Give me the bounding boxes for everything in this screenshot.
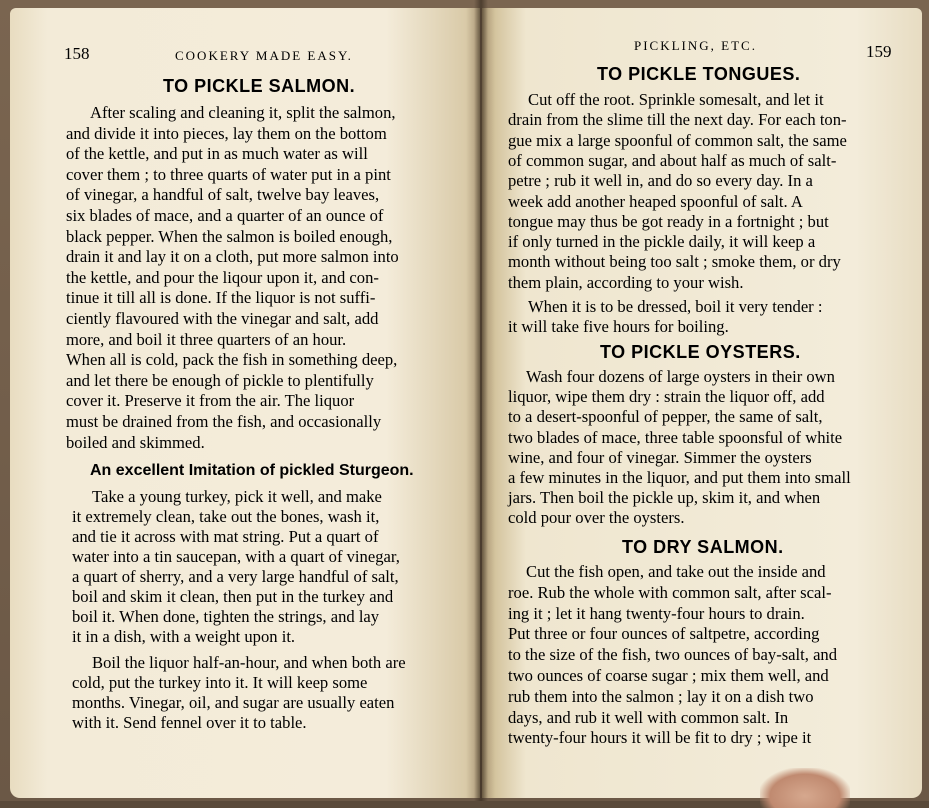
running-head-right: PICKLING, ETC. [634, 38, 757, 53]
reader-fingertip [760, 768, 850, 808]
section-heading: TO PICKLE SALMON. [163, 76, 356, 96]
text-line: months. Vinegar, oil, and sugar are usually eaten [72, 693, 395, 712]
text-line: the kettle, and pour the liqour upon it, and con- [66, 267, 379, 287]
text-line: days, and rub it well with common salt. In [508, 707, 789, 727]
text-line: petre ; rub it well in, and do so every day. In a [508, 171, 813, 191]
text-line: When it is to be dressed, boil it very tender : [528, 297, 823, 316]
book-gutter [474, 0, 488, 801]
running-head-left: COOKERY MADE EASY. [175, 48, 353, 63]
text-line: it in a dish, with a weight upon it. [72, 627, 296, 646]
text-line: wine, and four of vinegar. Simmer the oysters [508, 447, 812, 467]
text-line: with it. Send fennel over it to table. [72, 713, 307, 732]
text-line: it will take five hours for boiling. [508, 317, 729, 337]
text-line: Wash four dozens of large oysters in their own [526, 367, 835, 386]
text-line: rub them into the salmon ; lay it on a dish two [508, 686, 814, 706]
text-line: ing it ; let it hang twenty-four hours to drain. [508, 603, 805, 623]
text-line: boil it. When done, tighten the strings, and lay [72, 607, 380, 626]
text-line: jars. Then boil the pickle up, skim it, and when [508, 488, 821, 508]
text-line: tongue may thus be got ready in a fortnight ; but [508, 211, 829, 231]
text-line: and let there be enough of pickle to plentifully [66, 370, 374, 390]
text-line: of the kettle, and put in as much water as will [66, 144, 368, 164]
section-heading: TO PICKLE OYSTERS. [600, 342, 801, 362]
text-line: drain it and lay it on a cloth, put more salmon into [66, 247, 399, 267]
section-heading: An excellent Imitation of pickled Sturgeon. [90, 462, 414, 479]
text-line: Take a young turkey, pick it well, and make [92, 487, 382, 506]
text-line: cold pour over the oysters. [508, 508, 685, 528]
text-line: and divide it into pieces, lay them on the bottom [66, 123, 387, 143]
section-heading: TO PICKLE TONGUES. [597, 64, 801, 84]
text-line: them plain, according to your wish. [508, 272, 744, 292]
text-line: After scaling and cleaning it, split the salmon, [90, 103, 396, 122]
text-line: ciently flavoured with the vinegar and salt, add [66, 309, 379, 328]
text-line: cold, put the turkey into it. It will keep some [72, 673, 368, 692]
text-line: boiled and skimmed. [66, 432, 205, 452]
text-line: tinue it till all is done. If the liquor is not suffi- [66, 288, 376, 308]
text-line: Put three or four ounces of saltpetre, according [508, 624, 820, 644]
text-line: to a desert-spoonful of pepper, the same of salt, [508, 407, 823, 427]
text-line: twenty-four hours it will be fit to dry ; wipe it [508, 728, 812, 748]
page-number-right: 159 [866, 42, 892, 61]
text-line: a few minutes in the liquor, and put them into small [508, 468, 851, 487]
text-line: two blades of mace, three table spoonsful of white [508, 427, 843, 447]
text-line: cover it. Preserve it from the air. The liquor [66, 391, 355, 411]
text-line: it extremely clean, take out the bones, wash it, [72, 507, 380, 526]
text-line: boil and skim it clean, then put in the turkey and [72, 587, 394, 606]
text-line: month without being too salt ; smoke them, or dry [508, 252, 841, 272]
text-line: a quart of sherry, and a very large handful of salt, [72, 567, 399, 586]
text-line: six blades of mace, and a quarter of an ounce of [66, 206, 384, 225]
text-line: water into a tin saucepan, with a quart of vinegar, [72, 547, 400, 566]
text-line: Boil the liquor half-an-hour, and when both are [92, 653, 406, 672]
text-line: When all is cold, pack the fish in something deep, [66, 350, 398, 370]
text-line: week add another heaped spoonful of salt. A [508, 191, 803, 211]
text-line: to the size of the fish, two ounces of bay-salt, and [508, 645, 838, 665]
text-line: liquor, wipe them dry : strain the liquor off, add [508, 387, 825, 407]
text-line: if only turned in the pickle daily, it will keep a [508, 232, 816, 252]
text-line: Cut off the root. Sprinkle somesalt, and let it [528, 90, 824, 109]
section-heading: TO DRY SALMON. [622, 537, 784, 557]
text-line: gue mix a large spoonful of common salt, the same [508, 130, 847, 150]
text-line: and tie it across with mat string. Put a quart of [72, 527, 379, 546]
text-line: roe. Rub the whole with common salt, after scal- [508, 582, 832, 602]
text-line: cover them ; to three quarts of water put in a pint [66, 164, 391, 184]
text-line: of common sugar, and about half as much of salt- [508, 150, 837, 170]
text-line: Cut the fish open, and take out the inside and [526, 562, 826, 581]
text-line: black pepper. When the salmon is boiled enough, [66, 226, 393, 246]
page-number-left: 158 [64, 44, 90, 63]
text-line: drain from the slime till the next day. For each ton- [508, 110, 847, 130]
text-line: of vinegar, a handful of salt, twelve bay leaves, [66, 185, 380, 205]
text-line: two ounces of coarse sugar ; mix them well, and [508, 666, 829, 685]
text-line: must be drained from the fish, and occasionally [66, 412, 382, 431]
text-line: more, and boil it three quarters of an hour. [66, 329, 347, 349]
